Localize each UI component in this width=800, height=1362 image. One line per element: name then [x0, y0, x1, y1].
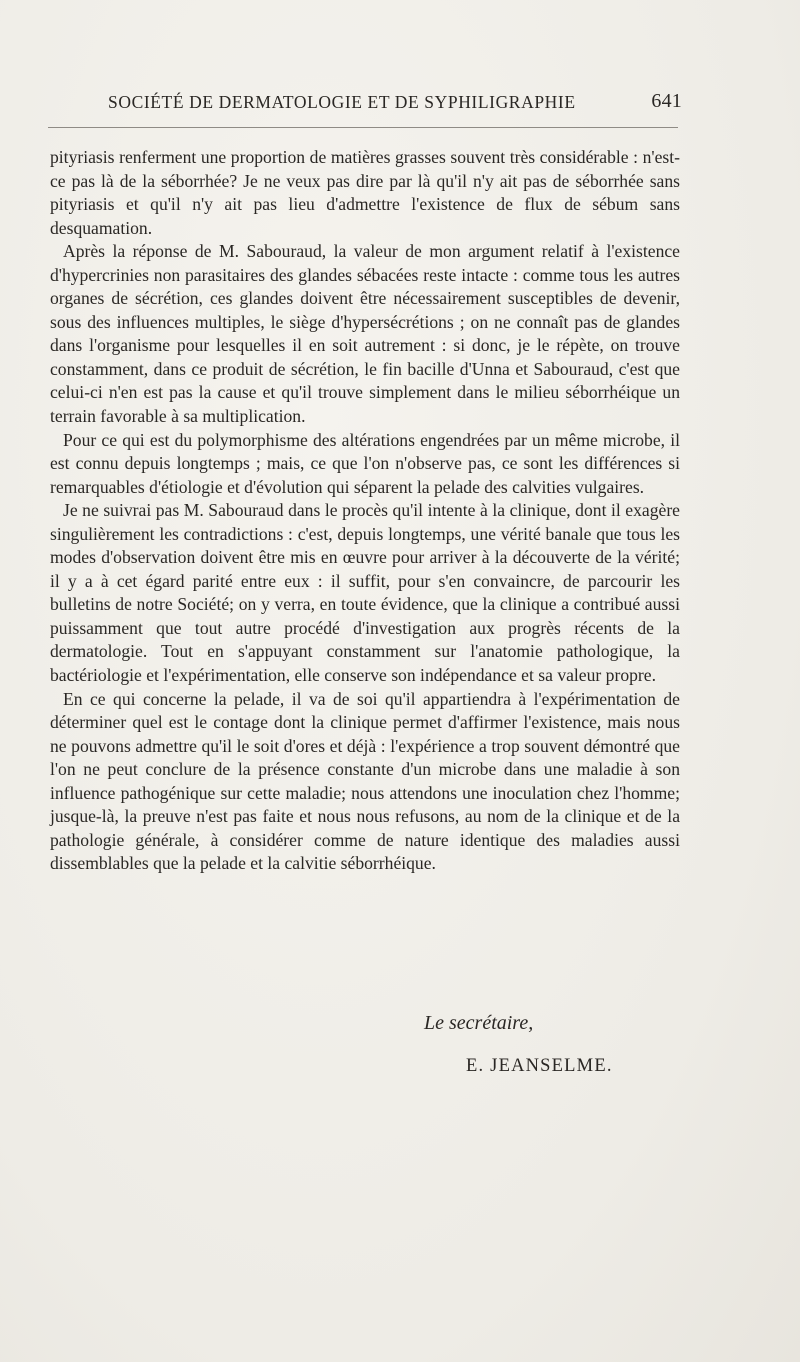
paragraph-4: Je ne suivrai pas M. Sabouraud dans le procès qu'il intente à la clinique, dont il exagère singulièrement les contradictions : c'est, depuis longtemps, une vérité banale que tous les modes d'observation doivent être mis en œuvre pour arriver à la découverte de la vérité; il y a à cet égard parité entre eux : il suffit, pour s'en convaincre, de parcourir les bulletins de notre Société; on y verra, en toute évidence, que la clinique a contribué aussi puissamment que tout autre procédé d'investigation aux progrès récents de la dermatologie. Tout en s'appuyant constamment sur l'anatomie pathologique, la bactériologie et l'expérimentation, elle conserve son indépendance et sa valeur propre. — [50, 500, 680, 686]
paragraph-5: En ce qui concerne la pelade, il va de soi qu'il appartiendra à l'expérimentation de déterminer quel est le contage dont la clinique permet d'affirmer l'existence, mais nous ne pouvons admettre qu'il le soit d'ores et déjà : l'expérience a trop souvent démontré que l'on ne peut conclure de la présence constante d'un microbe dans une maladie à son influence pathogénique sur cette maladie; nous attendons une inoculation chez l'homme; jusque-là, la preuve n'est pas faite et nous nous refusons, au nom de la clinique et de la pathologie générale, à considérer comme de nature identique des maladies aussi dissemblables que la pelade et la calvitie séborrhéique. — [50, 688, 680, 874]
author-initial: E. J — [466, 1056, 499, 1076]
paragraph-2: Après la réponse de M. Sabouraud, la valeur de mon argument relatif à l'existence d'hypercrinies non parasitaires des glandes sébacées reste intacte : comme tous les autres organes de sécrétion, ces glandes doivent être nécessairement susceptibles de devenir, sous des influences multiples, le siège d'hypersécrétions ; on ne connaît pas de glandes dans l'organisme pour lesquelles il en soit autrement : si donc, je le répète, on trouve constamment, dans ce produit de sécrétion, le fin bacille d'Unna et Sabouraud, c'est que celui-ci n'en est pas la cause et qu'il trouve simplement dans le milieu séborrhéique un terrain favorable à sa multiplication. — [50, 241, 680, 427]
running-head: SOCIÉTÉ DE DERMATOLOGIE ET DE SYPHILIGRAPHIE — [108, 92, 576, 112]
signature-title: Le secrétaire, — [424, 1012, 534, 1034]
page-header — [50, 86, 682, 126]
paragraph-1: pityriasis renferment une proportion de matières grasses souvent très considérable : n'est-ce pas là de la séborrhée? Je ne veux pas dire par là qu'il n'y ait pas de séborrhée sans pityriasis et qu'il n'y ait pas lieu d'admettre l'existence de flux de sébum sans desquamation. — [50, 147, 680, 238]
author-surname: EANSELME. — [498, 1056, 613, 1076]
header-rule — [48, 127, 678, 128]
body-text — [50, 146, 680, 876]
page-number: 641 — [651, 90, 682, 112]
author-name — [466, 1056, 613, 1077]
paragraph-3: Pour ce qui est du polymorphisme des altérations engendrées par un même microbe, il est connu depuis longtemps ; mais, ce que l'on n'observe pas, ce sont les différences si remarquables d'étiologie et d'évolution qui séparent la pelade des calvities vulgaires. — [50, 429, 680, 497]
